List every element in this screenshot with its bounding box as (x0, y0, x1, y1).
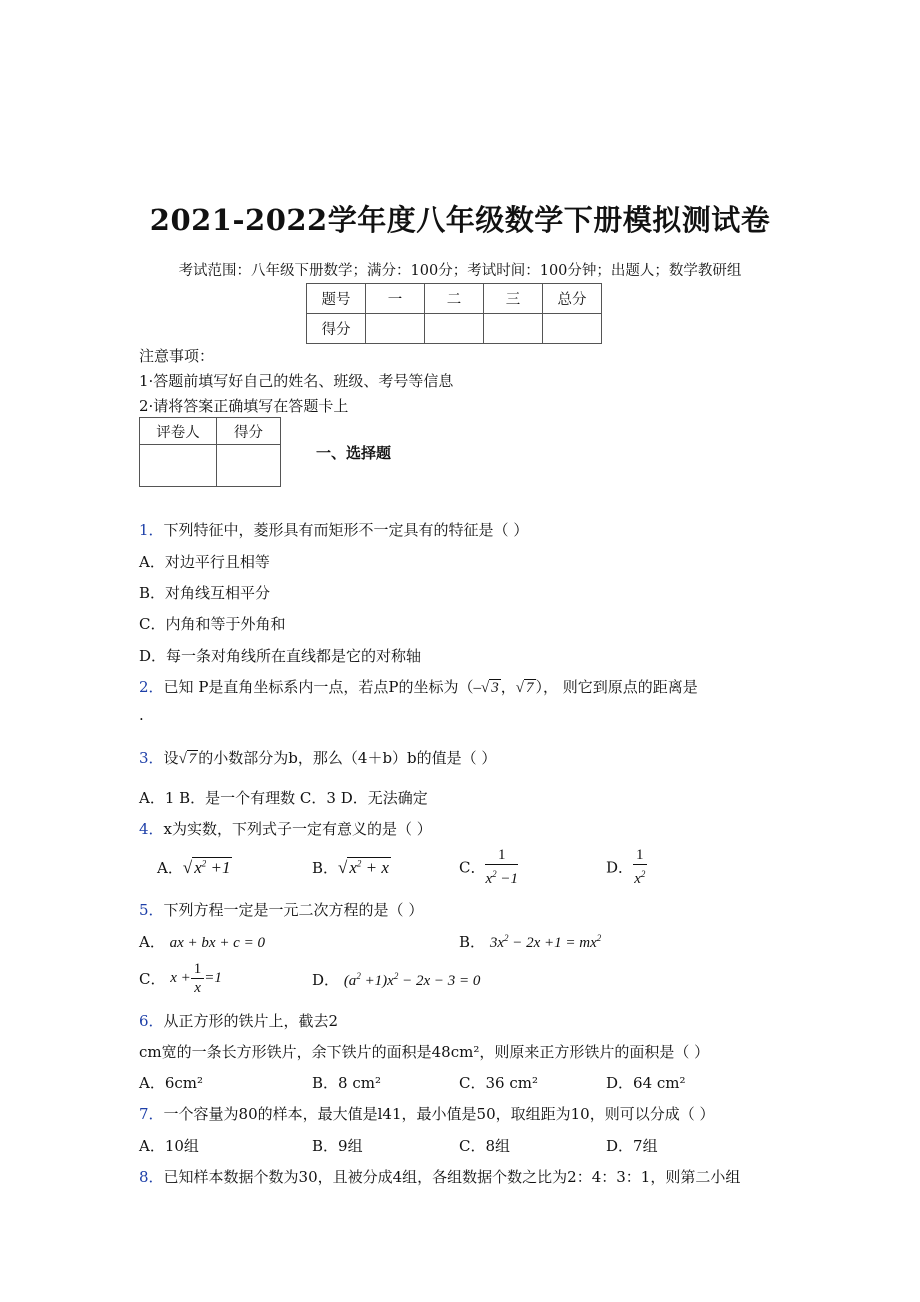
question-2-tail: . (139, 706, 144, 724)
sqrt-expression: √ 3 (481, 680, 499, 696)
question-8: 8．已知样本数据个数为30，且被分成4组，各组数据个数之比为2：4：3：1，则第二小组 (139, 1168, 741, 1186)
option: A．对边平行且相等 (139, 553, 270, 571)
score-cell: 得分 (307, 314, 366, 344)
question-number: 1． (139, 521, 164, 539)
options-row: A．1 B．是一个有理数 C．3 D．无法确定 (139, 789, 428, 807)
grader-cell (140, 445, 217, 487)
score-cell: 题号 (307, 284, 366, 314)
page-title: 2021-2022学年度八年级数学下册模拟测试卷 (149, 203, 771, 237)
grader-header: 得分 (217, 418, 281, 445)
sqrt-expression: √ 7 (515, 680, 534, 696)
grader-cell (217, 445, 281, 487)
question-2: 2．已知 P是直角坐标系内一点，若点P的坐标为（–√ 3 ，√ 7 ）， 则它到原点的距离是 (139, 678, 698, 696)
score-cell (484, 314, 543, 344)
section-title: 一、选择题 (316, 444, 392, 462)
option-d: D．64 cm² (606, 1074, 686, 1092)
note-item: 1·答题前填写好自己的姓名、班级、考号等信息 (139, 372, 454, 390)
option-c: C． x + $\frac{1}{x}$ =1 (139, 961, 222, 996)
option-b: B．9组 (312, 1137, 363, 1155)
grader-header: 评卷人 (140, 418, 217, 445)
score-table-row (307, 314, 602, 344)
grader-table (139, 417, 281, 487)
score-cell (543, 314, 602, 344)
exam-info: 考试范围：八年级下册数学；满分：100分；考试时间：100分钟；出题人；数学教研组 (178, 263, 742, 279)
option-a: A．10组 (139, 1137, 199, 1155)
option: D．每一条对角线所在直线都是它的对称轴 (139, 647, 422, 665)
score-cell: 二 (425, 284, 484, 314)
question-4: 4．x为实数，下列式子一定有意义的是（ ） (139, 820, 432, 838)
option-b: B．√ $x^2 + x$ (312, 858, 389, 877)
score-cell: 一 (366, 284, 425, 314)
option: C．内角和等于外角和 (139, 615, 286, 633)
option-c: C． $\frac{1}{x^2 -1}$ (459, 847, 519, 887)
sqrt-expression: √ 7 (178, 751, 197, 767)
score-table (306, 283, 602, 344)
question-6: 6．从正方形的铁片上，截去2 (139, 1012, 339, 1030)
question-3: 3．设√ 7 的小数部分为b，那么（4＋b）b的值是（ ） (139, 749, 497, 767)
score-cell (366, 314, 425, 344)
score-table-header-row (307, 284, 602, 314)
score-cell: 三 (484, 284, 543, 314)
question-text: 下列特征中，菱形具有而矩形不一定具有的特征是（ ） (163, 521, 529, 539)
question-number: 2． (139, 678, 164, 696)
question-5: 5．下列方程一定是一元二次方程的是（ ） (139, 901, 424, 919)
option-c: C．36 cm² (459, 1074, 538, 1092)
question-number: 5． (139, 901, 164, 919)
option-d: D．7组 (606, 1137, 658, 1155)
score-cell: 总分 (543, 284, 602, 314)
question-number: 3． (139, 749, 164, 767)
option-c: C．8组 (459, 1137, 511, 1155)
question-number: 4． (139, 820, 164, 838)
option-a: A． ax + bx + c = 0 (139, 933, 265, 951)
option-a: A．√ $x^2 +1$ (157, 858, 231, 877)
option-d: D． $\frac{1}{x^2}$ (606, 847, 646, 887)
notes-heading: 注意事项： (139, 347, 215, 365)
question-number: 7． (139, 1105, 164, 1123)
note-item: 2·请将答案正确填写在答题卡上 (139, 397, 349, 415)
option-b: B． $3x^2 - 2x +1 = mx^2$ (459, 933, 602, 951)
question-number: 6． (139, 1012, 164, 1030)
score-cell (425, 314, 484, 344)
question-1 (139, 519, 528, 540)
question-number: 8． (139, 1168, 164, 1186)
option-d: D． $(a^2 +1)x^2 - 2x - 3 = 0$ (312, 971, 481, 989)
question-7: 7．一个容量为80的样本，最大值是l41，最小值是50，取组距为10，则可以分成（ ） (139, 1105, 715, 1123)
option-a: A．6cm² (139, 1074, 204, 1092)
question-6-continued: cm宽的一条长方形铁片，余下铁片的面积是48cm²，则原来正方形铁片的面积是（ ） (139, 1043, 710, 1061)
option-b: B．8 cm² (312, 1074, 381, 1092)
option: B．对角线互相平分 (139, 584, 271, 602)
